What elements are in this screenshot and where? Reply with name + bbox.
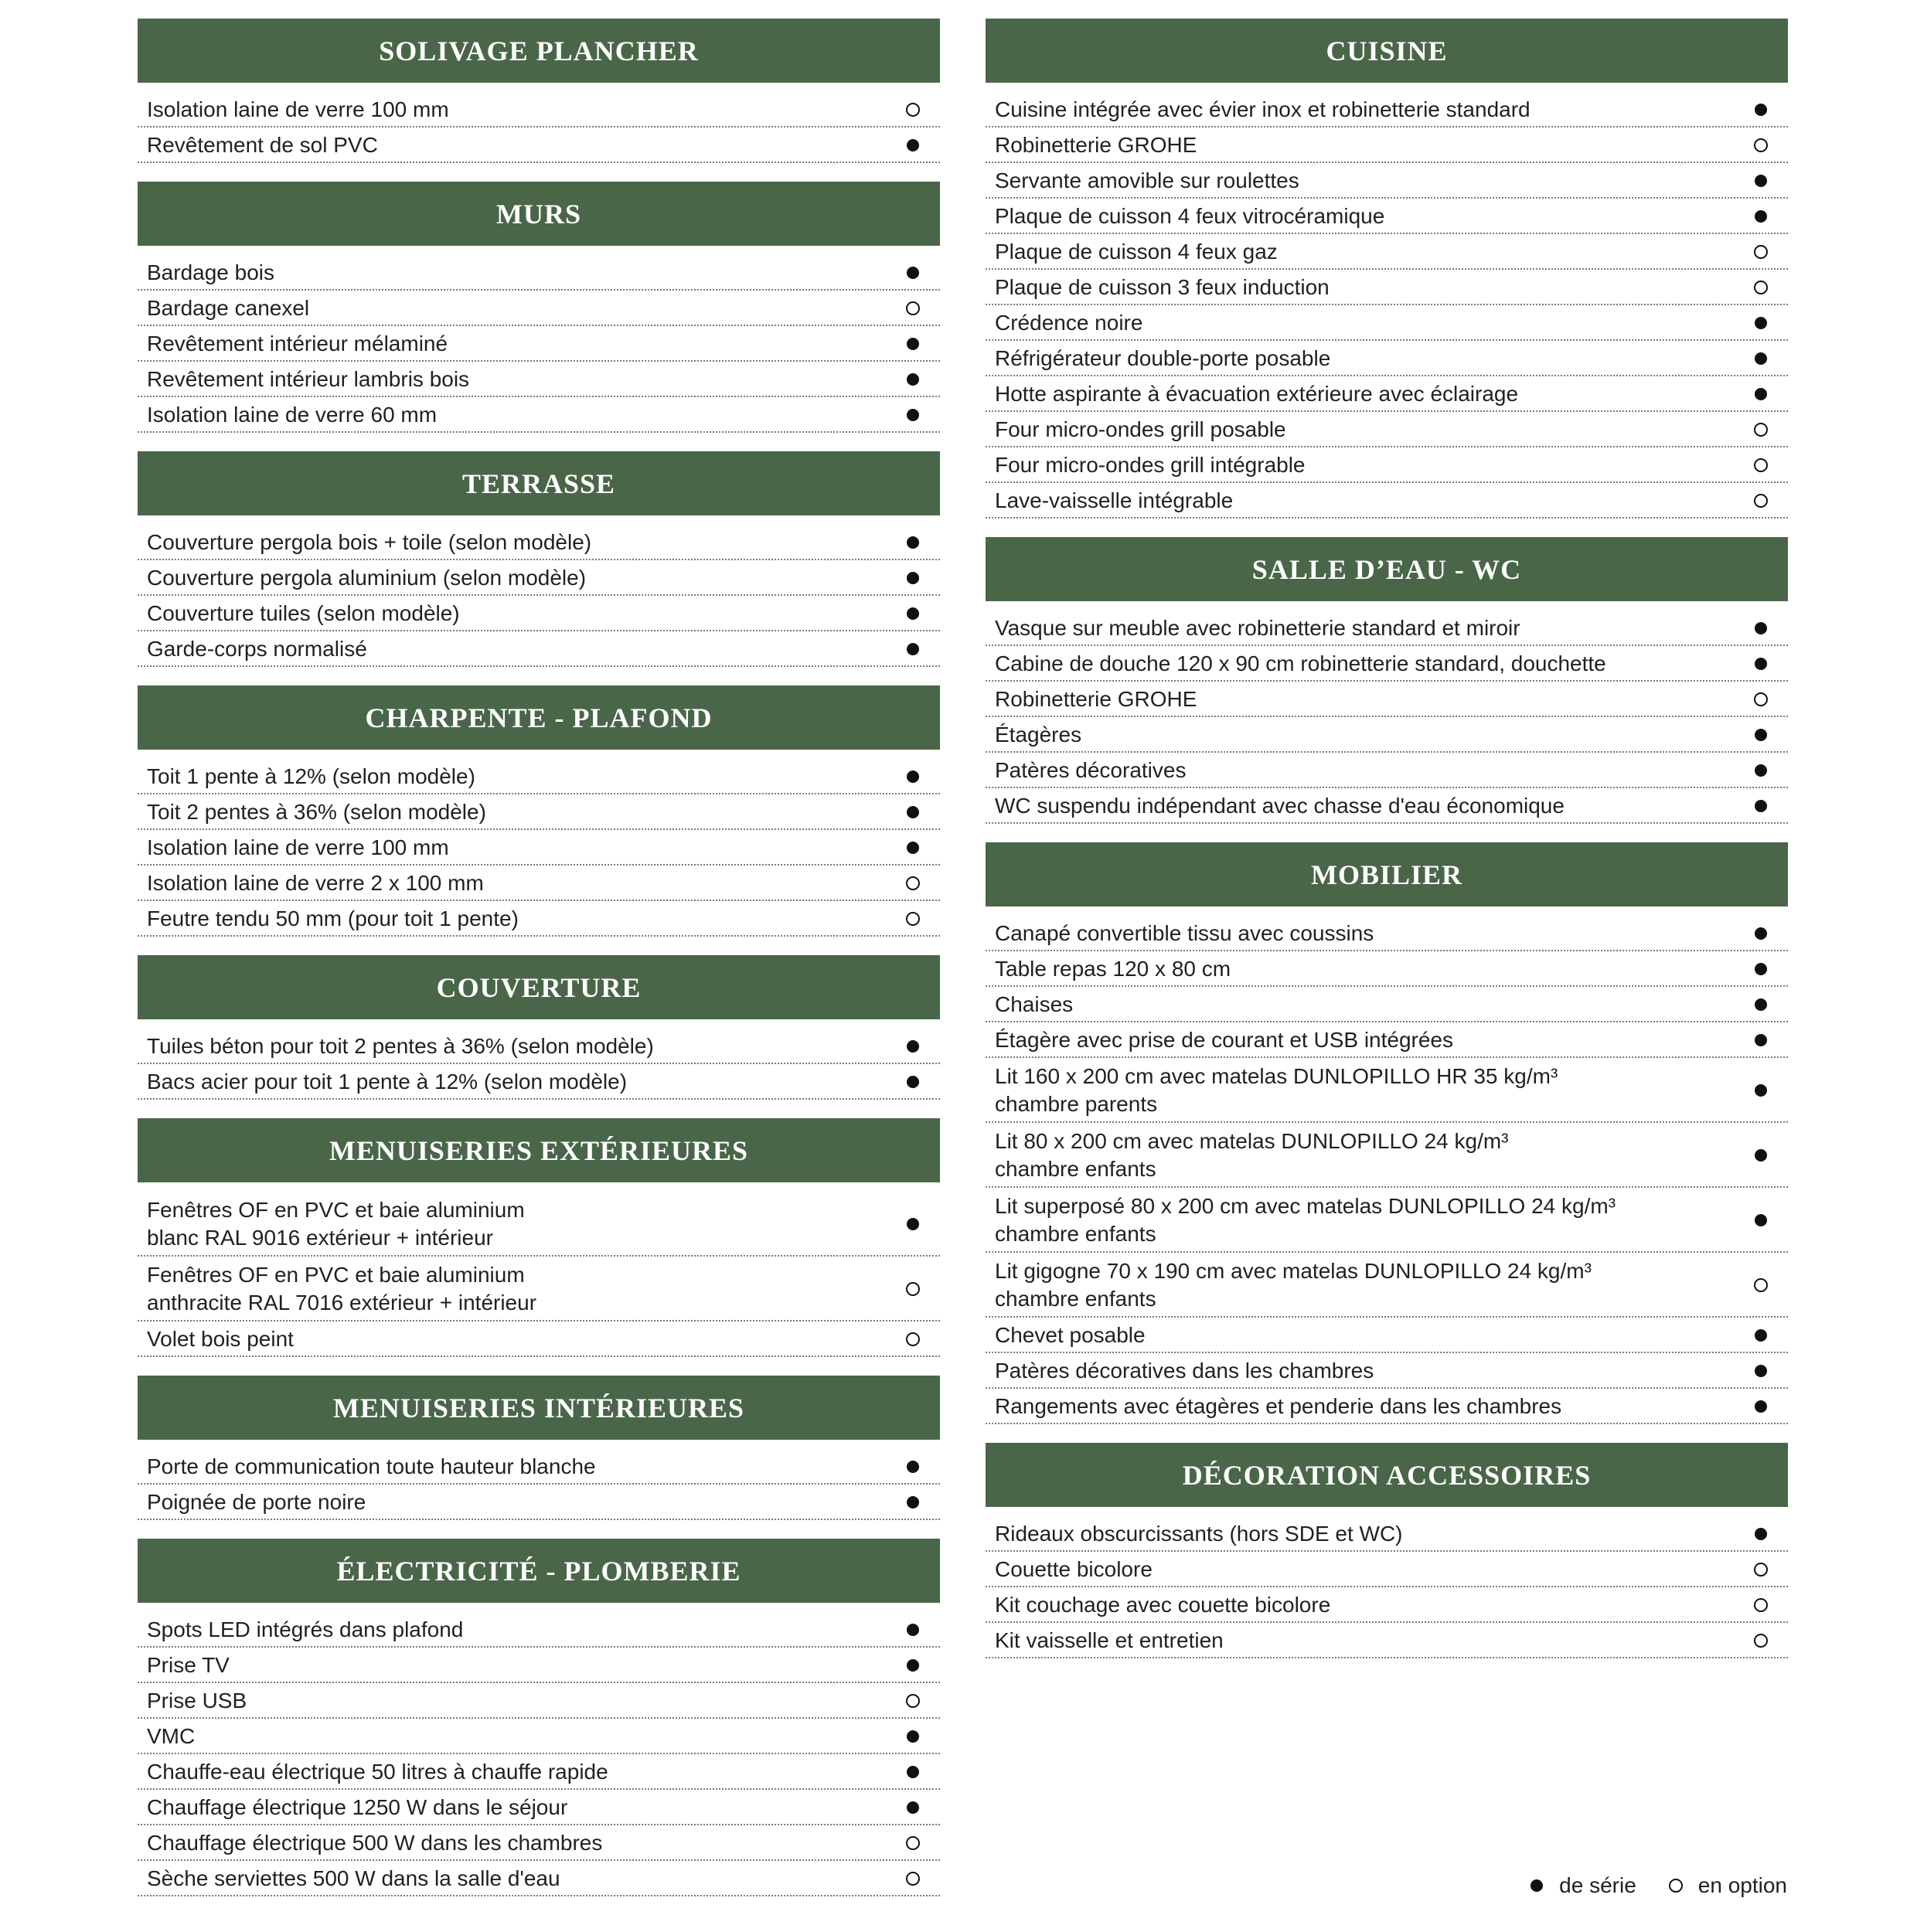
item-label: Isolation laine de verre 2 x 100 mm (147, 871, 484, 895)
item-label: Table repas 120 x 80 cm (995, 957, 1231, 981)
list-item (986, 682, 1788, 717)
filled-circle-icon (904, 768, 921, 785)
item-label: Hotte aspirante à évacuation extérieure avec éclairage (995, 382, 1519, 406)
section-title: ÉLECTRICITÉ - PLOMBERIE (138, 1539, 940, 1603)
empty-circle-icon (904, 101, 921, 118)
list-item (138, 1321, 940, 1357)
item-label: Cabine de douche 120 x 90 cm robinetterie standard, douchette (995, 651, 1606, 675)
filled-circle-icon (904, 1799, 921, 1816)
filled-circle-icon (904, 1494, 921, 1511)
list-item (986, 234, 1788, 270)
filled-circle-icon (1752, 1398, 1769, 1415)
item-label: Kit couchage avec couette bicolore (995, 1593, 1331, 1617)
section-title: MOBILIER (986, 842, 1788, 906)
list-item (138, 525, 940, 560)
list-item (986, 1123, 1788, 1188)
section (138, 182, 940, 433)
item-label: Chauffage électrique 1250 W dans le séjour (147, 1795, 568, 1819)
list-item (138, 596, 940, 631)
item-label: Plaque de cuisson 4 feux gaz (995, 240, 1278, 264)
filled-circle-icon (1752, 762, 1769, 779)
filled-circle-icon (1752, 1362, 1769, 1379)
item-label: Robinetterie GROHE (995, 133, 1197, 157)
filled-circle-icon (1752, 655, 1769, 672)
list-item (138, 92, 940, 128)
list-item (986, 412, 1788, 447)
section-title: DÉCORATION ACCESSOIRES (986, 1443, 1788, 1507)
item-label: Poignée de porte noire (147, 1490, 366, 1514)
legend (1528, 1873, 1787, 1898)
item-label: Prise TV (147, 1653, 230, 1677)
item-label: Réfrigérateur double-porte posable (995, 346, 1331, 370)
filled-circle-icon (904, 371, 921, 388)
filled-circle-icon (904, 839, 921, 856)
item-label: Kit vaisselle et entretien (995, 1628, 1224, 1652)
list-item (138, 326, 940, 362)
item-label: Plaque de cuisson 4 feux vitrocéramique (995, 204, 1385, 228)
item-label: Crédence noire (995, 311, 1143, 335)
item-label: Étagères (995, 723, 1082, 747)
list-item (986, 305, 1788, 341)
item-label: Patères décoratives dans les chambres (995, 1359, 1374, 1383)
section (138, 1539, 940, 1896)
list-item (138, 759, 940, 794)
list-item (138, 1683, 940, 1719)
filled-circle-icon (1752, 925, 1769, 942)
empty-circle-icon (1752, 492, 1769, 509)
filled-circle-icon (1752, 101, 1769, 118)
section-title: SOLIVAGE PLANCHER (138, 19, 940, 83)
filled-circle-icon (1752, 315, 1769, 332)
item-label: Feutre tendu 50 mm (pour toit 1 pente) (147, 906, 519, 930)
empty-circle-icon (1752, 457, 1769, 474)
filled-circle-icon (1752, 350, 1769, 367)
empty-circle-icon (1667, 1877, 1684, 1894)
list-item (986, 717, 1788, 753)
list-item (986, 1516, 1788, 1552)
item-label: Canapé convertible tissu avec coussins (995, 921, 1374, 945)
filled-circle-icon (904, 1764, 921, 1781)
list-item (138, 1790, 940, 1825)
list-item (986, 1389, 1788, 1424)
list-item (138, 397, 940, 433)
filled-circle-icon (904, 335, 921, 352)
empty-circle-icon (904, 910, 921, 927)
list-item (986, 611, 1788, 646)
item-label: Toit 1 pente à 12% (selon modèle) (147, 764, 475, 788)
item-label: Revêtement intérieur mélaminé (147, 332, 448, 355)
empty-circle-icon (1752, 1561, 1769, 1578)
filled-circle-icon (1752, 726, 1769, 743)
filled-circle-icon (1752, 386, 1769, 403)
section-title: MENUISERIES INTÉRIEURES (138, 1376, 940, 1440)
empty-circle-icon (904, 1870, 921, 1887)
filled-circle-icon (904, 1038, 921, 1055)
list-item (986, 1587, 1788, 1623)
item-label: Lave-vaisselle intégrable (995, 488, 1234, 512)
item-label: Porte de communication toute hauteur blanche (147, 1454, 596, 1478)
list-item (986, 1623, 1788, 1658)
item-label: Servante amovible sur roulettes (995, 168, 1299, 192)
item-label: Couverture pergola bois + toile (selon modèle) (147, 530, 592, 554)
item-label: Revêtement intérieur lambris bois (147, 367, 470, 391)
empty-circle-icon (904, 1281, 921, 1298)
filled-circle-icon (1528, 1877, 1545, 1894)
list-item (138, 1719, 940, 1754)
filled-circle-icon (904, 264, 921, 281)
item-label: Chauffe-eau électrique 50 litres à chauffe rapide (147, 1760, 608, 1784)
list-item (986, 987, 1788, 1022)
item-label: Rangements avec étagères et penderie dans les chambres (995, 1394, 1562, 1418)
filled-circle-icon (1752, 961, 1769, 978)
empty-circle-icon (1752, 1277, 1769, 1294)
legend-option (1667, 1873, 1787, 1898)
item-label: Rideaux obscurcissants (hors SDE et WC) (995, 1522, 1403, 1546)
empty-circle-icon (904, 875, 921, 892)
section (138, 955, 940, 1100)
list-item (986, 1058, 1788, 1123)
section-title: COUVERTURE (138, 955, 940, 1019)
list-item (986, 788, 1788, 824)
legend-standard-label: de série (1559, 1873, 1636, 1897)
filled-circle-icon (1752, 1032, 1769, 1049)
filled-circle-icon (904, 570, 921, 587)
filled-circle-icon (904, 534, 921, 551)
list-item (138, 1648, 940, 1683)
filled-circle-icon (1752, 1526, 1769, 1543)
list-item (138, 362, 940, 397)
list-item (138, 631, 940, 667)
list-item (986, 163, 1788, 199)
legend-standard (1528, 1873, 1636, 1898)
item-label: Couette bicolore (995, 1557, 1153, 1581)
item-label: WC suspendu indépendant avec chasse d'eau économique (995, 794, 1565, 818)
item-label: Garde-corps normalisé (147, 637, 367, 661)
item-label: Lit 160 x 200 cm avec matelas DUNLOPILLO HR 35 kg/m³ chambre parents (995, 1064, 1558, 1116)
list-item (138, 1064, 940, 1100)
section-title: CHARPENTE - PLAFOND (138, 685, 940, 750)
item-label: Sèche serviettes 500 W dans la salle d'eau (147, 1866, 560, 1890)
list-item (138, 1485, 940, 1520)
list-item (138, 560, 940, 596)
list-item (986, 1022, 1788, 1058)
filled-circle-icon (904, 1728, 921, 1745)
list-item (138, 830, 940, 866)
item-label: Isolation laine de verre 100 mm (147, 835, 449, 859)
list-item (986, 270, 1788, 305)
item-label: Revêtement de sol PVC (147, 133, 378, 157)
list-item (986, 1552, 1788, 1587)
list-item (986, 92, 1788, 128)
item-label: Vasque sur meuble avec robinetterie standard et miroir (995, 616, 1520, 640)
right-column (986, 19, 1788, 1677)
filled-circle-icon (904, 1657, 921, 1674)
item-label: Couverture tuiles (selon modèle) (147, 601, 460, 625)
list-item (986, 447, 1788, 483)
list-item (986, 1188, 1788, 1253)
list-item (138, 1754, 940, 1790)
empty-circle-icon (1752, 691, 1769, 708)
empty-circle-icon (904, 1835, 921, 1852)
filled-circle-icon (904, 1458, 921, 1475)
list-item (138, 794, 940, 830)
item-label: Toit 2 pentes à 36% (selon modèle) (147, 800, 486, 824)
item-label: Lit superposé 80 x 200 cm avec matelas DUNLOPILLO 24 kg/m³ chambre enfants (995, 1194, 1616, 1246)
list-item (986, 753, 1788, 788)
list-item (138, 901, 940, 937)
filled-circle-icon (1752, 798, 1769, 815)
section (138, 451, 940, 667)
empty-circle-icon (904, 1692, 921, 1709)
item-label: Patères décoratives (995, 758, 1187, 782)
list-item (138, 866, 940, 901)
empty-circle-icon (1752, 137, 1769, 154)
filled-circle-icon (904, 137, 921, 154)
section-title: SALLE D’EAU - WC (986, 537, 1788, 601)
empty-circle-icon (1752, 1597, 1769, 1614)
list-item (986, 128, 1788, 163)
list-item (138, 1449, 940, 1485)
section-title: TERRASSE (138, 451, 940, 515)
list-item (986, 646, 1788, 682)
list-item (138, 1612, 940, 1648)
filled-circle-icon (904, 804, 921, 821)
list-item (986, 1318, 1788, 1353)
list-item (986, 199, 1788, 234)
list-item (138, 1861, 940, 1896)
filled-circle-icon (1752, 172, 1769, 189)
list-item (138, 128, 940, 163)
list-item (138, 1825, 940, 1861)
filled-circle-icon (1752, 1082, 1769, 1099)
legend-option-label: en option (1697, 1873, 1787, 1897)
filled-circle-icon (1752, 1147, 1769, 1164)
item-label: Chevet posable (995, 1323, 1146, 1347)
list-item (138, 1257, 940, 1321)
section (138, 685, 940, 937)
section (138, 19, 940, 163)
item-label: Tuiles béton pour toit 2 pentes à 36% (selon modèle) (147, 1034, 654, 1058)
item-label: Fenêtres OF en PVC et baie aluminium anthracite RAL 7016 extérieur + intérieur (147, 1263, 537, 1315)
filled-circle-icon (1752, 996, 1769, 1013)
section-title: MENUISERIES EXTÉRIEURES (138, 1118, 940, 1182)
list-item (138, 1192, 940, 1257)
item-label: Isolation laine de verre 100 mm (147, 97, 449, 121)
list-item (138, 291, 940, 326)
empty-circle-icon (1752, 279, 1769, 296)
left-column (138, 19, 940, 1915)
empty-circle-icon (1752, 421, 1769, 438)
filled-circle-icon (904, 1621, 921, 1638)
filled-circle-icon (1752, 1212, 1769, 1229)
list-item (986, 483, 1788, 519)
filled-circle-icon (904, 1216, 921, 1233)
empty-circle-icon (1752, 1632, 1769, 1649)
list-item (138, 255, 940, 291)
filled-circle-icon (1752, 1327, 1769, 1344)
item-label: Robinetterie GROHE (995, 687, 1197, 711)
filled-circle-icon (904, 605, 921, 622)
list-item (986, 376, 1788, 412)
item-label: Spots LED intégrés dans plafond (147, 1617, 464, 1641)
empty-circle-icon (1752, 243, 1769, 260)
filled-circle-icon (1752, 208, 1769, 225)
filled-circle-icon (904, 1073, 921, 1090)
item-label: Four micro-ondes grill intégrable (995, 453, 1306, 477)
section (138, 1376, 940, 1520)
empty-circle-icon (904, 300, 921, 317)
item-label: Prise USB (147, 1689, 247, 1713)
item-label: Isolation laine de verre 60 mm (147, 403, 438, 427)
list-item (986, 916, 1788, 951)
section (986, 19, 1788, 519)
filled-circle-icon (904, 641, 921, 658)
section-title: MURS (138, 182, 940, 246)
empty-circle-icon (904, 1331, 921, 1348)
section (986, 1443, 1788, 1658)
item-label: Fenêtres OF en PVC et baie aluminium blanc RAL 9016 extérieur + intérieur (147, 1198, 525, 1250)
section-title: CUISINE (986, 19, 1788, 83)
item-label: Lit gigogne 70 x 190 cm avec matelas DUNLOPILLO 24 kg/m³ chambre enfants (995, 1259, 1592, 1311)
item-label: Bardage bois (147, 260, 275, 284)
item-label: Étagère avec prise de courant et USB intégrées (995, 1028, 1454, 1052)
item-label: Volet bois peint (147, 1327, 294, 1351)
filled-circle-icon (1752, 620, 1769, 637)
item-label: Bardage canexel (147, 296, 310, 320)
item-label: Plaque de cuisson 3 feux induction (995, 275, 1330, 299)
section (986, 842, 1788, 1424)
list-item (986, 341, 1788, 376)
item-label: Cuisine intégrée avec évier inox et robinetterie standard (995, 97, 1531, 121)
item-label: Bacs acier pour toit 1 pente à 12% (selon modèle) (147, 1070, 628, 1094)
section (138, 1118, 940, 1357)
item-label: Chauffage électrique 500 W dans les chambres (147, 1831, 603, 1855)
item-label: Chaises (995, 992, 1074, 1016)
section (986, 537, 1788, 824)
filled-circle-icon (904, 406, 921, 423)
item-label: Couverture pergola aluminium (selon modèle) (147, 566, 587, 590)
item-label: VMC (147, 1724, 196, 1748)
list-item (986, 1253, 1788, 1318)
list-item (138, 1029, 940, 1064)
item-label: Four micro-ondes grill posable (995, 417, 1286, 441)
list-item (986, 1353, 1788, 1389)
list-item (986, 951, 1788, 987)
item-label: Lit 80 x 200 cm avec matelas DUNLOPILLO 24 kg/m³ chambre enfants (995, 1129, 1509, 1181)
